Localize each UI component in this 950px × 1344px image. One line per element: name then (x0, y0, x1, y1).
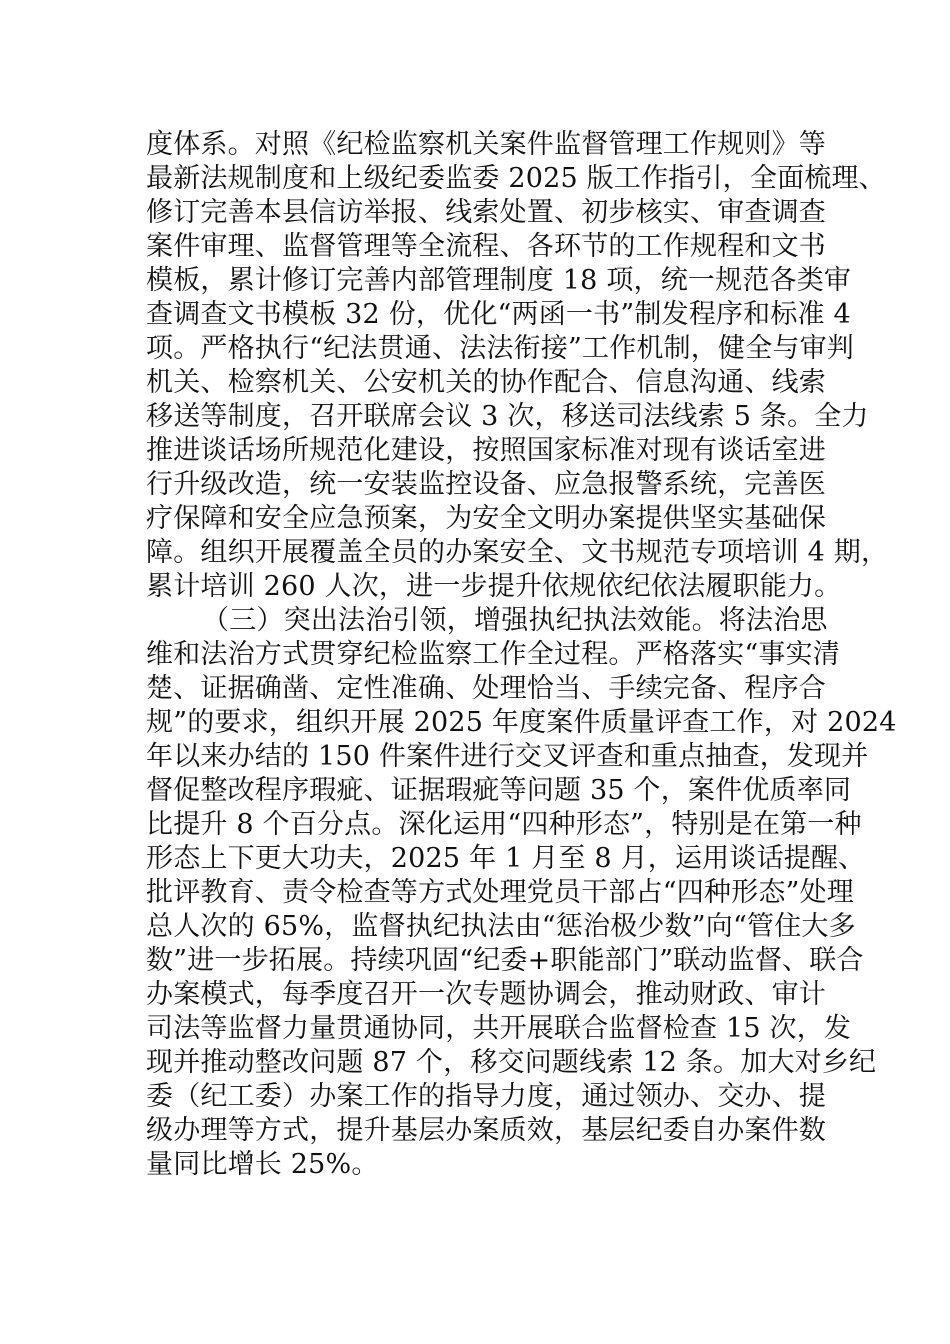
text-line: 疗保障和安全应急预案，为安全文明办案提供坚实基础保 (146, 503, 826, 534)
text-line: 楚、证据确凿、定性准确、处理恰当、手续完备、程序合 (146, 673, 826, 704)
text-line: 维和法治方式贯穿纪检监察工作全过程。严格落实“事实清 (146, 639, 841, 670)
text-line: 现并推动整改问题 87 个，移交问题线索 12 条。加大对乡纪 (146, 1047, 877, 1078)
text-line: 形态上下更大功夫，2025 年 1 月至 8 月，运用谈话提醒、 (146, 843, 866, 874)
text-line: 规”的要求，组织开展 2025 年度案件质量评查工作，对 2024 (146, 707, 897, 738)
text-line: 最新法规制度和上级纪委监委 2025 版工作指引，全面梳理、 (146, 163, 886, 194)
text-line: 障。组织开展覆盖全员的办案安全、文书规范专项培训 4 期， (146, 537, 889, 568)
text-line: 督促整改程序瑕疵、证据瑕疵等问题 35 个，案件优质率同 (146, 775, 852, 806)
text-line: 累计培训 260 人次，进一步提升依规依纪依法履职能力。 (146, 571, 842, 602)
text-line: 修订完善本县信访举报、线索处置、初步核实、审查调查 (146, 197, 826, 228)
text-line: 年以来办结的 150 件案件进行交叉评查和重点抽查，发现并 (146, 741, 869, 772)
text-line: 总人次的 65%，监督执纪执法由“惩治极少数”向“管住大多 (146, 911, 856, 942)
text-line: 查调查文书模板 32 份，优化“两函一书”制发程序和标准 4 (146, 299, 851, 330)
text-line: 行升级改造，统一安装监控设备、应急报警系统，完善医 (146, 469, 826, 500)
text-line: 机关、检察机关、公安机关的协作配合、信息沟通、线索 (146, 367, 826, 398)
text-line: 模板，累计修订完善内部管理制度 18 项，统一规范各类审 (146, 265, 852, 296)
text-line: 委（纪工委）办案工作的指导力度，通过领办、交办、提 (146, 1081, 826, 1112)
text-line: 量同比增长 25%。 (146, 1149, 379, 1180)
section-heading-line: （三）突出法治引领，增强执纪执法效能。将法治思 (202, 605, 828, 636)
text-line: 度体系。对照《纪检监察机关案件监督管理工作规则》等 (146, 129, 826, 160)
text-line: 批评教育、责令检查等方式处理党员干部占“四种形态”处理 (146, 877, 855, 908)
text-line: 办案模式，每季度召开一次专题协调会，推动财政、审计 (146, 979, 826, 1010)
text-line: 项。严格执行“纪法贯通、法法衔接”工作机制，健全与审判 (146, 333, 855, 364)
body-text (146, 128, 897, 1182)
text-line: 案件审理、监督管理等全流程、各环节的工作规程和文书 (146, 231, 826, 262)
text-line: 移送等制度，召开联席会议 3 次，移送司法线索 5 条。全力 (146, 401, 869, 432)
text-line: 司法等监督力量贯通协同，共开展联合监督检查 15 次，发 (146, 1013, 852, 1044)
text-line: 级办理等方式，提升基层办案质效，基层纪委自办案件数 (146, 1115, 826, 1146)
text-line: 推进谈话场所规范化建设，按照国家标准对现有谈话室进 (146, 435, 826, 466)
text-line: 数”进一步拓展。持续巩固“纪委+职能部门”联动监督、联合 (146, 945, 864, 976)
text-line: 比提升 8 个百分点。深化运用“四种形态”，特别是在第一种 (146, 809, 862, 840)
